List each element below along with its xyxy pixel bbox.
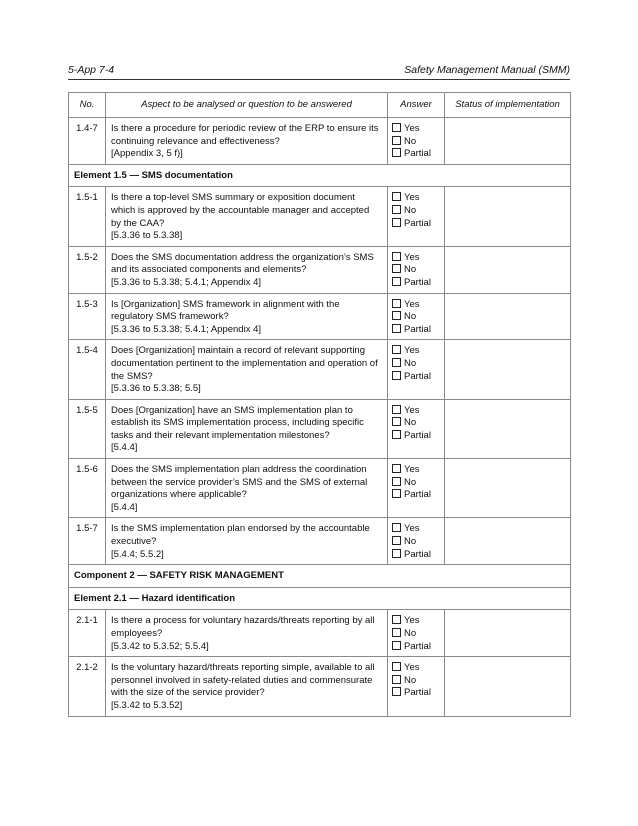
- item-number: 1.5-5: [69, 399, 106, 458]
- answer-option-label: Partial: [404, 548, 431, 560]
- answer-option-label: Partial: [404, 370, 431, 382]
- answer-option-label: Yes: [404, 298, 420, 310]
- table-row: [69, 399, 571, 458]
- answer-option[interactable]: [392, 405, 440, 418]
- answer-option[interactable]: [392, 299, 440, 312]
- question-cell: [106, 340, 388, 399]
- section-title: Component 2 — SAFETY RISK MANAGEMENT: [69, 565, 571, 588]
- question-cell: [106, 118, 388, 165]
- question-text: Does [Organization] have an SMS implementation plan to establish its SMS implementation process, including specific tasks and their relevant implementation milestones?: [111, 404, 364, 441]
- answer-cell: [388, 340, 445, 399]
- answer-option-label: Partial: [404, 640, 431, 652]
- reference-text: [5.4.4]: [111, 501, 138, 513]
- checkbox-icon[interactable]: [392, 615, 401, 624]
- question-cell: [106, 518, 388, 565]
- answer-option-label: Partial: [404, 489, 431, 501]
- answer-option-label: Partial: [404, 148, 431, 160]
- checkbox-icon[interactable]: [392, 123, 401, 132]
- checkbox-icon[interactable]: [392, 662, 401, 671]
- section-title: Element 1.5 — SMS documentation: [69, 164, 571, 187]
- answer-option-label: No: [404, 536, 417, 548]
- reference-text: [5.3.42 to 5.3.52; 5.5.4]: [111, 640, 209, 652]
- answer-cell: [388, 399, 445, 458]
- checkbox-icon[interactable]: [392, 536, 401, 545]
- checkbox-icon[interactable]: [392, 148, 401, 157]
- answer-cell: [388, 518, 445, 565]
- answer-option-label: Yes: [404, 464, 420, 476]
- answer-option-label: Yes: [404, 615, 420, 627]
- answer-option[interactable]: [392, 371, 440, 384]
- header-rule: [68, 79, 570, 80]
- answer-option[interactable]: [392, 430, 440, 443]
- status-cell[interactable]: [445, 459, 571, 518]
- reference-text: [5.4.4]: [111, 442, 138, 454]
- checkbox-icon[interactable]: [392, 264, 401, 273]
- question-text: Is the voluntary hazard/threats reporting simple, available to all personnel involved in safety-related duties and commensurate with the size of the service provider?: [111, 662, 375, 699]
- answer-option[interactable]: [392, 615, 440, 628]
- answer-option-label: Partial: [404, 687, 431, 699]
- item-number: 1.5-3: [69, 293, 106, 340]
- reference-text: [5.3.36 to 5.3.38; 5.4.1; Appendix 4]: [111, 276, 262, 288]
- answer-option[interactable]: [392, 489, 440, 502]
- answer-option[interactable]: [392, 477, 440, 490]
- checkbox-icon[interactable]: [392, 205, 401, 214]
- section-row: [69, 565, 571, 588]
- table-row: [69, 293, 571, 340]
- item-number: 2.1-2: [69, 657, 106, 716]
- answer-option[interactable]: [392, 523, 440, 536]
- answer-option[interactable]: [392, 205, 440, 218]
- answer-option[interactable]: [392, 358, 440, 371]
- table-row: [69, 459, 571, 518]
- table-row: [69, 118, 571, 165]
- checkbox-icon[interactable]: [392, 489, 401, 498]
- answer-option-label: Partial: [404, 217, 431, 229]
- answer-option[interactable]: [392, 536, 440, 549]
- answer-option-label: No: [404, 135, 417, 147]
- table-row: [69, 657, 571, 716]
- column-header-status: Status of implementation: [445, 93, 571, 118]
- section-row: [69, 164, 571, 187]
- checkbox-icon[interactable]: [392, 687, 401, 696]
- item-number: 1.5-7: [69, 518, 106, 565]
- checklist-body: [69, 118, 571, 717]
- answer-option-label: Partial: [404, 276, 431, 288]
- answer-option-label: Partial: [404, 323, 431, 335]
- question-cell: [106, 657, 388, 716]
- question-cell: [106, 399, 388, 458]
- answer-option-label: Yes: [404, 404, 420, 416]
- reference-text: [5.4.4; 5.5.2]: [111, 548, 164, 560]
- answer-option[interactable]: [392, 324, 440, 337]
- answer-option-label: Yes: [404, 523, 420, 535]
- status-cell[interactable]: [445, 187, 571, 246]
- checkbox-icon[interactable]: [392, 218, 401, 227]
- status-cell[interactable]: [445, 118, 571, 165]
- question-text: Is [Organization] SMS framework in alignment with the regulatory SMS framework?: [111, 298, 340, 323]
- checkbox-icon[interactable]: [392, 277, 401, 286]
- answer-option[interactable]: [392, 277, 440, 290]
- checklist-table: [68, 92, 571, 717]
- question-cell: [106, 610, 388, 657]
- item-number: 1.5-4: [69, 340, 106, 399]
- item-number: 1.4-7: [69, 118, 106, 165]
- section-title: Element 2.1 — Hazard identification: [69, 587, 571, 610]
- status-cell[interactable]: [445, 518, 571, 565]
- answer-option[interactable]: [392, 264, 440, 277]
- status-cell[interactable]: [445, 610, 571, 657]
- column-header-answer: Answer: [388, 93, 445, 118]
- item-number: 1.5-6: [69, 459, 106, 518]
- status-cell[interactable]: [445, 340, 571, 399]
- checkbox-icon[interactable]: [392, 477, 401, 486]
- question-text: Does the SMS implementation plan address the coordination between the service provider’s SMS and the SMS of external organizations where applicable?: [111, 464, 368, 501]
- checkbox-icon[interactable]: [392, 523, 401, 532]
- table-header-row: [69, 93, 571, 118]
- table-row: [69, 518, 571, 565]
- checkbox-icon[interactable]: [392, 405, 401, 414]
- question-text: Does [Organization] maintain a record of relevant supporting documentation pertinent to the implementation and operation of the SMS?: [111, 345, 378, 382]
- question-text: Does the SMS documentation address the organization’s SMS and its associated components and elements?: [111, 251, 374, 276]
- answer-cell: [388, 246, 445, 293]
- answer-option[interactable]: [392, 641, 440, 654]
- answer-option-label: No: [404, 357, 417, 369]
- answer-option-label: Yes: [404, 123, 420, 134]
- answer-option-label: No: [404, 417, 417, 429]
- item-number: 2.1-1: [69, 610, 106, 657]
- checkbox-icon[interactable]: [392, 136, 401, 145]
- question-text: Is there a top-level SMS summary or exposition document which is approved by the accountable manager and accepted by the CAA?: [111, 192, 370, 229]
- reference-text: [5.3.36 to 5.3.38; 5.4.1; Appendix 4]: [111, 323, 262, 335]
- reference-text: [Appendix 3, 5 f)]: [111, 148, 183, 160]
- checkbox-icon[interactable]: [392, 358, 401, 367]
- answer-option[interactable]: [392, 218, 440, 231]
- checkbox-icon[interactable]: [392, 252, 401, 261]
- answer-option-label: No: [404, 264, 417, 276]
- status-cell[interactable]: [445, 399, 571, 458]
- checkbox-icon[interactable]: [392, 371, 401, 380]
- answer-option-label: Partial: [404, 429, 431, 441]
- answer-cell: [388, 610, 445, 657]
- reference-text: [5.3.36 to 5.3.38]: [111, 230, 183, 242]
- answer-option[interactable]: [392, 136, 440, 149]
- item-number: 1.5-1: [69, 187, 106, 246]
- answer-cell: [388, 657, 445, 716]
- answer-option-label: Yes: [404, 251, 420, 263]
- status-cell[interactable]: [445, 657, 571, 716]
- answer-option[interactable]: [392, 345, 440, 358]
- page-number: 5-App 7-4: [68, 64, 115, 76]
- answer-option-label: Yes: [404, 345, 420, 357]
- answer-option[interactable]: [392, 311, 440, 324]
- answer-option[interactable]: [392, 417, 440, 430]
- answer-option-label: No: [404, 628, 417, 639]
- answer-option[interactable]: [392, 148, 440, 161]
- checkbox-icon[interactable]: [392, 324, 401, 333]
- table-row: [69, 340, 571, 399]
- checkbox-icon[interactable]: [392, 192, 401, 201]
- checkbox-icon[interactable]: [392, 641, 401, 650]
- checkbox-icon[interactable]: [392, 464, 401, 473]
- question-cell: [106, 187, 388, 246]
- question-text: Is there a process for voluntary hazards/threats reporting by all employees?: [111, 615, 375, 639]
- answer-option-label: No: [404, 204, 417, 216]
- answer-cell: [388, 293, 445, 340]
- answer-option[interactable]: [392, 549, 440, 562]
- document-title: Safety Management Manual (SMM): [404, 64, 570, 76]
- answer-option-label: No: [404, 311, 417, 323]
- section-row: [69, 587, 571, 610]
- question-text: Is there a procedure for periodic review of the ERP to ensure its continuing relevance and effectiveness?: [111, 123, 379, 147]
- table-row: [69, 246, 571, 293]
- checkbox-icon[interactable]: [392, 549, 401, 558]
- item-number: 1.5-2: [69, 246, 106, 293]
- answer-cell: [388, 187, 445, 246]
- answer-option[interactable]: [392, 687, 440, 700]
- checkbox-icon[interactable]: [392, 311, 401, 320]
- column-header-no: No.: [69, 93, 106, 118]
- checkbox-icon[interactable]: [392, 299, 401, 308]
- status-cell[interactable]: [445, 293, 571, 340]
- answer-option[interactable]: [392, 628, 440, 641]
- reference-text: [5.3.36 to 5.3.38; 5.5]: [111, 383, 201, 395]
- question-cell: [106, 293, 388, 340]
- checkbox-icon[interactable]: [392, 628, 401, 637]
- answer-cell: [388, 459, 445, 518]
- answer-option-label: No: [404, 674, 417, 686]
- answer-option[interactable]: [392, 192, 440, 205]
- answer-option-label: No: [404, 476, 417, 488]
- answer-option[interactable]: [392, 675, 440, 688]
- question-text: Is the SMS implementation plan endorsed by the accountable executive?: [111, 523, 370, 548]
- question-cell: [106, 246, 388, 293]
- answer-cell: [388, 118, 445, 165]
- answer-option[interactable]: [392, 123, 440, 136]
- answer-option[interactable]: [392, 252, 440, 265]
- question-cell: [106, 459, 388, 518]
- page-header: [68, 63, 570, 77]
- checkbox-icon[interactable]: [392, 345, 401, 354]
- column-header-aspect: Aspect to be analysed or question to be answered: [106, 93, 388, 118]
- table-row: [69, 187, 571, 246]
- checkbox-icon[interactable]: [392, 430, 401, 439]
- reference-text: [5.3.42 to 5.3.52]: [111, 699, 183, 711]
- checkbox-icon[interactable]: [392, 675, 401, 684]
- status-cell[interactable]: [445, 246, 571, 293]
- answer-option-label: Yes: [404, 192, 420, 204]
- checkbox-icon[interactable]: [392, 417, 401, 426]
- answer-option-label: Yes: [404, 662, 420, 674]
- table-row: [69, 610, 571, 657]
- answer-option[interactable]: [392, 464, 440, 477]
- answer-option[interactable]: [392, 662, 440, 675]
